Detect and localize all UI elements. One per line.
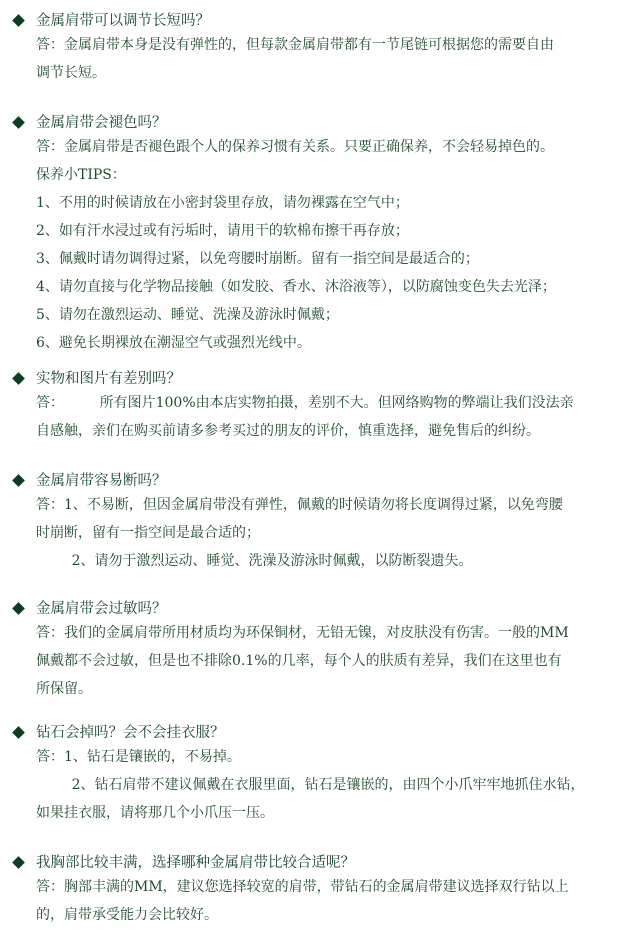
faq-question-row bbox=[0, 598, 620, 620]
faq-item bbox=[0, 112, 620, 351]
faq-question-row bbox=[0, 10, 620, 32]
faq-answer-line: 自感触，亲们在购买前请多参考买过的朋友的评价，慎重选择，避免售后的纠纷。 bbox=[36, 423, 540, 439]
faq-answer-line: 答：胸部丰满的MM，建议您选择较宽的肩带，带钻石的金属肩带建议选择双行钻以上 bbox=[36, 879, 569, 895]
faq-answer-line: 答：1、钻石是镶嵌的，不易掉。 bbox=[36, 749, 241, 765]
faq-answer-line: 保养小TIPS： bbox=[36, 167, 126, 183]
faq-item bbox=[0, 368, 620, 439]
faq-item bbox=[0, 722, 620, 821]
faq-question-row bbox=[0, 470, 620, 492]
faq-item bbox=[0, 470, 620, 569]
faq-answer-line: 6、避免长期裸放在潮湿空气或强烈光线中。 bbox=[36, 335, 311, 351]
faq-answer-line: 1、不用的时候请放在小密封袋里存放，请勿裸露在空气中； bbox=[36, 195, 409, 211]
faq-question-row bbox=[0, 112, 620, 134]
faq-answer-line: 2、请勿于激烈运动、睡觉、洗澡及游泳时佩戴，以防断裂遗失。 bbox=[36, 553, 473, 569]
faq-answer-line: 答：金属肩带是否褪色跟个人的保养习惯有关系。只要正确保养，不会轻易掉色的。 bbox=[36, 139, 554, 155]
faq-answer-line: 答：金属肩带本身是没有弹性的，但每款金属肩带都有一节尾链可根据您的需要自由 bbox=[36, 37, 554, 53]
diamond-bullet-icon bbox=[12, 474, 25, 487]
faq-question: 钻石会掉吗？会不会挂衣服？ bbox=[36, 725, 225, 741]
faq-question: 金属肩带会褪色吗？ bbox=[36, 115, 167, 131]
faq-question-row bbox=[0, 368, 620, 390]
diamond-bullet-icon bbox=[12, 372, 25, 385]
diamond-bullet-icon bbox=[12, 14, 25, 27]
faq-question-row bbox=[0, 852, 620, 874]
diamond-bullet-icon bbox=[12, 602, 25, 615]
faq-question: 我胸部比较丰满，选择哪种金属肩带比较合适呢？ bbox=[36, 855, 355, 871]
faq-answer-line: 答： 所有图片100%由本店实物拍摄，差别不大。但网络购物的弊端让我们没法亲 bbox=[36, 395, 574, 411]
faq-answer-line: 答：我们的金属肩带所用材质均为环保铜材，无铅无镍，对皮肤没有伤害。一般的MM bbox=[36, 625, 569, 641]
faq-question: 金属肩带会过敏吗？ bbox=[36, 601, 167, 617]
faq-answer-line: 3、佩戴时请勿调得过紧，以免弯腰时崩断。留有一指空间是最适合的； bbox=[36, 251, 479, 267]
faq-item bbox=[0, 598, 620, 697]
faq-question-row bbox=[0, 722, 620, 744]
faq-question: 金属肩带容易断吗？ bbox=[36, 473, 167, 489]
faq-answer-line: 答：1、不易断，但因金属肩带没有弹性，佩戴的时候请勿将长度调得过紧，以免弯腰 bbox=[36, 497, 563, 513]
faq-answer-line: 4、请勿直接与化学物品接触（如发胶、香水、沐浴液等），以防腐蚀变色失去光泽； bbox=[36, 279, 556, 295]
faq-answer-line: 2、钻石肩带不建议佩戴在衣服里面，钻石是镶嵌的，由四个小爪牢牢地抓住水钻， bbox=[36, 777, 585, 793]
faq-answer-line: 5、请勿在激烈运动、睡觉、洗澡及游泳时佩戴； bbox=[36, 307, 339, 323]
faq-answer-line: 的，肩带承受能力会比较好。 bbox=[36, 907, 218, 923]
faq-item bbox=[0, 10, 620, 81]
faq-question: 实物和图片有差别吗？ bbox=[36, 371, 181, 387]
faq-answer-line: 2、如有汗水浸过或有污垢时，请用干的软棉布擦干再存放； bbox=[36, 223, 409, 239]
faq-answer-line: 所保留。 bbox=[36, 681, 92, 697]
faq-item bbox=[0, 852, 620, 923]
diamond-bullet-icon bbox=[12, 116, 25, 129]
diamond-bullet-icon bbox=[12, 726, 25, 739]
faq-answer-line: 如果挂衣服，请将那几个小爪压一压。 bbox=[36, 805, 274, 821]
diamond-bullet-icon bbox=[12, 856, 25, 869]
faq-answer-line: 佩戴都不会过敏，但是也不排除0.1%的几率，每个人的肤质有差异，我们在这里也有 bbox=[36, 653, 562, 669]
faq-answer-line: 调节长短。 bbox=[36, 65, 106, 81]
faq-answer-line: 时崩断，留有一指空间是最合适的； bbox=[36, 525, 260, 541]
faq-question: 金属肩带可以调节长短吗？ bbox=[36, 13, 210, 29]
